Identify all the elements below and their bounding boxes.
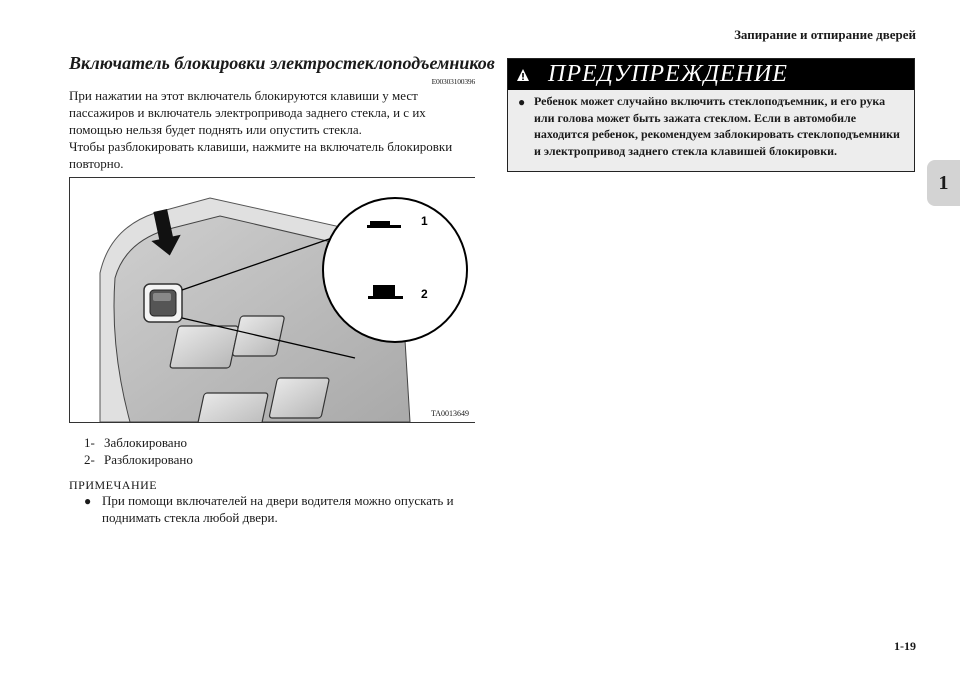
- body-paragraph: Чтобы разблокировать клавиши, нажмите на включатель блокировки повторно.: [69, 139, 453, 171]
- chapter-number: 1: [938, 171, 949, 194]
- lock-switch-highlight: [153, 293, 171, 301]
- body-paragraph: При нажатии на этот включатель блокируются клавиши у мест пассажиров и включатель электропривода заднего стекла, и с их помощью нельзя будет поднять или опустить стекла.: [69, 88, 426, 137]
- figure-legend: [84, 434, 193, 468]
- legend-number: 1-: [84, 435, 95, 450]
- locked-symbol-top: [370, 221, 390, 225]
- warning-triangle-icon: [516, 68, 530, 82]
- warning-item: [508, 90, 914, 159]
- figure-code: TA0013649: [430, 409, 469, 418]
- callout-2-label: 2: [421, 287, 428, 301]
- chapter-tab[interactable]: [927, 160, 960, 206]
- warning-title: ПРЕДУПРЕЖДЕНИЕ: [548, 61, 788, 87]
- page-number: 1-19: [894, 639, 916, 653]
- switch-illustration: [69, 177, 475, 423]
- window-button-rear-right: [269, 378, 330, 418]
- note-item: [84, 492, 484, 526]
- note-text: При помощи включателей на двери водителя можно опускать и поднимать стекла любой двери.: [102, 493, 454, 525]
- running-header: Запирание и отпирание дверей: [734, 27, 916, 42]
- legend-item: [84, 434, 193, 451]
- window-button-rear-left: [196, 393, 269, 422]
- unlocked-symbol-top: [373, 285, 395, 297]
- magnify-circle: [323, 198, 467, 342]
- callout-1-label: 1: [421, 214, 428, 228]
- locked-symbol-base: [367, 225, 401, 228]
- legend-number: 2-: [84, 452, 95, 467]
- bullet-icon: ●: [84, 494, 92, 508]
- note-title: ПРИМЕЧАНИЕ: [69, 478, 158, 492]
- legend-text: Заблокировано: [104, 435, 188, 450]
- warning-text: Ребенок может случайно включить стеклоподъемник, и его рука или голова может быть зажата стеклом. Если в автомобиле находится ребенок, рекомендуем заблокировать стеклоподъемники и электропривод заднего стекла клавишей блокировки.: [534, 94, 900, 158]
- body-text: [69, 87, 479, 172]
- warning-box: [507, 58, 915, 172]
- legend-text: Разблокировано: [104, 452, 193, 467]
- section-title: Включатель блокировки электростеклоподъемников: [69, 53, 495, 73]
- legend-item: [84, 451, 193, 468]
- section-code: E00303100396: [431, 77, 475, 86]
- warning-header: [508, 59, 914, 90]
- window-switch-panel-drawing: [70, 178, 475, 422]
- bullet-icon: ●: [518, 95, 526, 109]
- unlocked-symbol-base: [368, 296, 403, 299]
- window-button-front-left: [170, 326, 239, 368]
